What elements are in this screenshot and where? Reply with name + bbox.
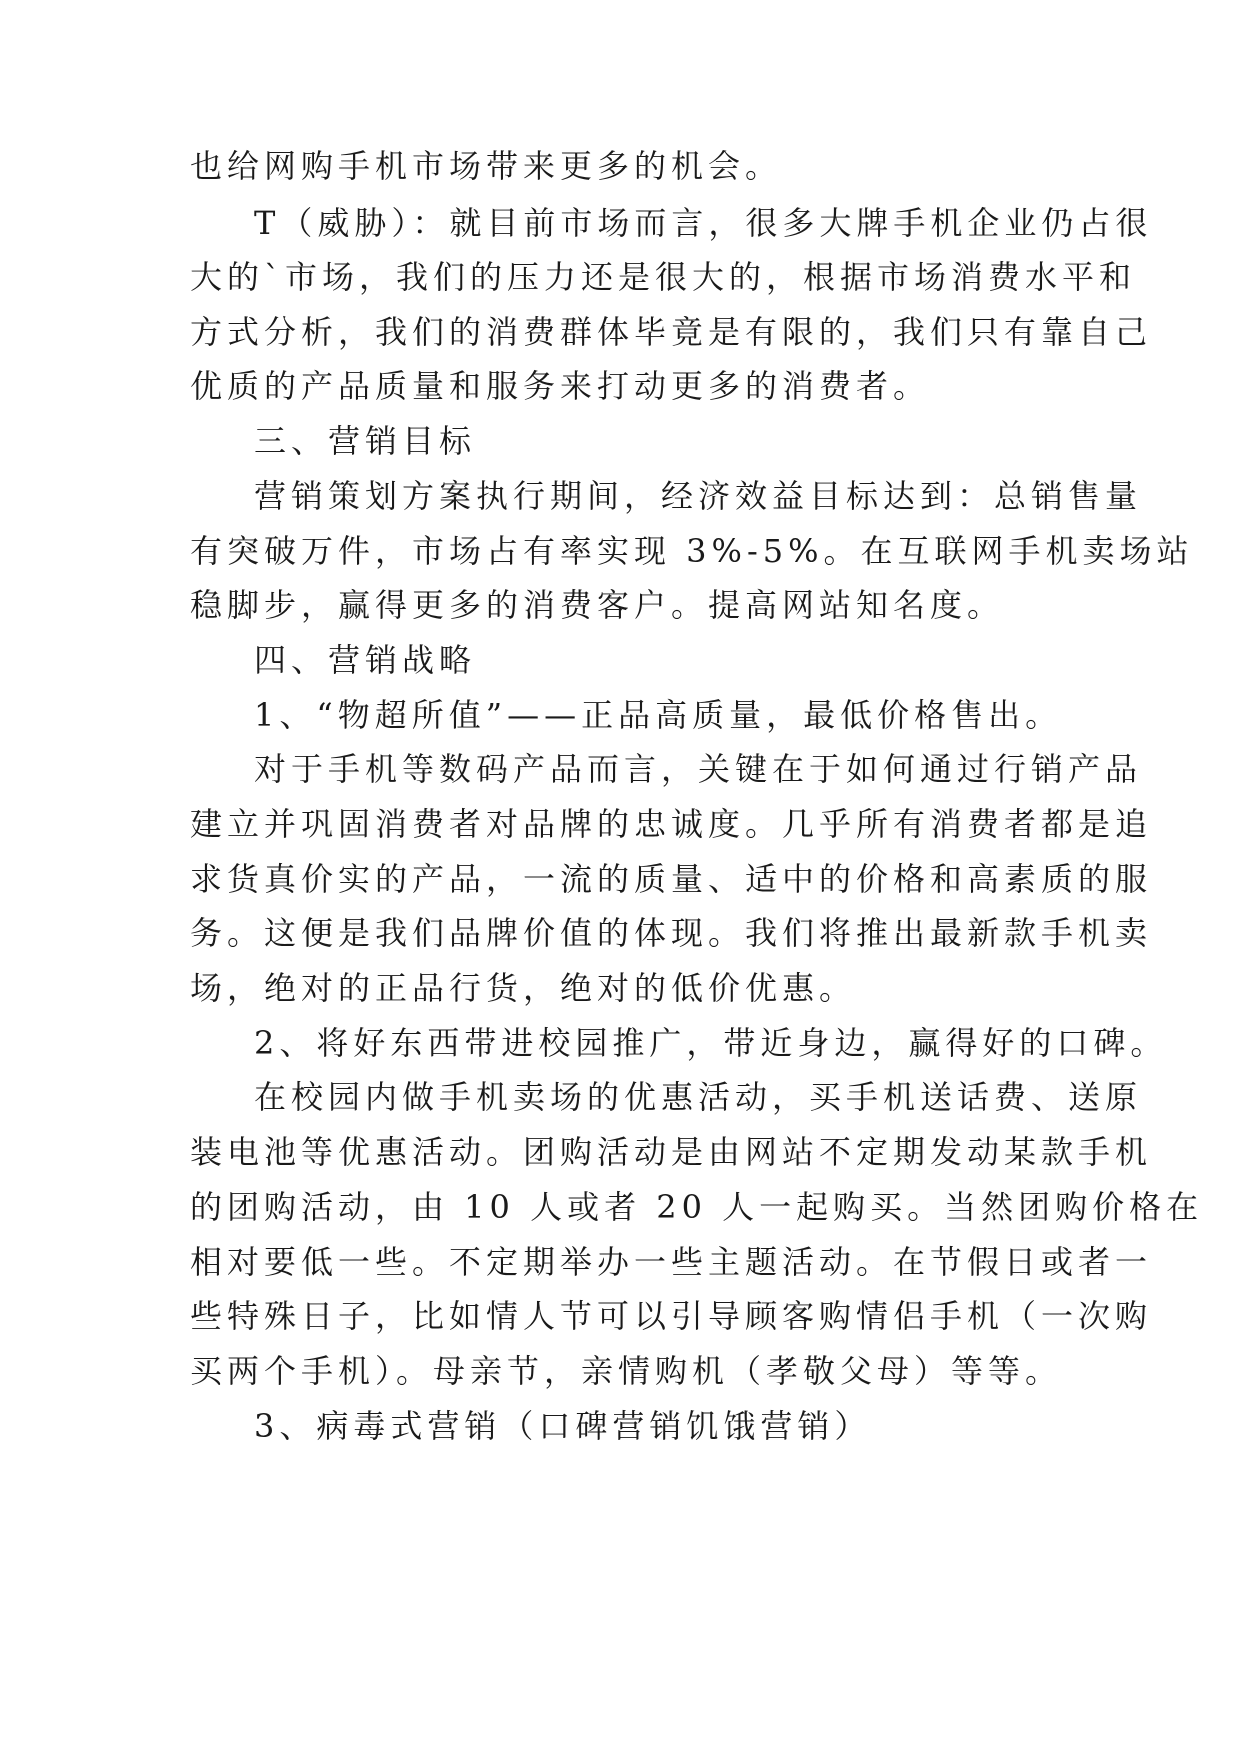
paragraph-line: 务。这便是我们品牌价值的体现。我们将推出最新款手机卖 — [190, 914, 1153, 952]
paragraph-line: 对于手机等数码产品而言，关键在于如何通过行销产品 — [254, 750, 1143, 788]
paragraph-line: 些特殊日子，比如情人节可以引导顾客购情侣手机（一次购 — [190, 1297, 1153, 1335]
section-heading: 三、营销目标 — [254, 422, 477, 460]
paragraph-line: 在校园内做手机卖场的优惠活动，买手机送话费、送原 — [254, 1078, 1143, 1116]
paragraph-line: 也给网购手机市场带来更多的机会。 — [190, 147, 783, 185]
paragraph-line: 大的`市场，我们的压力还是很大的，根据市场消费水平和 — [190, 258, 1137, 296]
paragraph-line: 优质的产品质量和服务来打动更多的消费者。 — [190, 367, 931, 405]
paragraph-line: 稳脚步，赢得更多的消费客户。提高网站知名度。 — [190, 586, 1005, 624]
subsection-heading: 2、将好东西带进校园推广，带近身边，赢得好的口碑。 — [254, 1024, 1168, 1062]
paragraph-line: 装电池等优惠活动。团购活动是由网站不定期发动某款手机 — [190, 1133, 1153, 1171]
paragraph-line: 相对要低一些。不定期举办一些主题活动。在节假日或者一 — [190, 1243, 1153, 1281]
section-heading: 四、营销战略 — [254, 641, 477, 679]
paragraph-line: 的团购活动，由 10 人或者 20 人一起购买。当然团购价格在 — [190, 1188, 1204, 1226]
subsection-heading: 1、“物超所值”——正品高质量，最低价格售出。 — [254, 696, 1063, 734]
paragraph-line: T（威胁）：就目前市场而言，很多大牌手机企业仍占很 — [254, 204, 1153, 242]
subsection-heading: 3、病毒式营销（口碑营销饥饿营销） — [254, 1407, 872, 1445]
paragraph-line: 求货真价实的产品，一流的质量、适中的价格和高素质的服 — [190, 860, 1153, 898]
paragraph-line: 方式分析，我们的消费群体毕竟是有限的，我们只有靠自己 — [190, 313, 1153, 351]
paragraph-line: 买两个手机）。母亲节，亲情购机（孝敬父母）等等。 — [190, 1352, 1063, 1390]
paragraph-line: 营销策划方案执行期间，经济效益目标达到：总销售量 — [254, 477, 1143, 515]
paragraph-line: 建立并巩固消费者对品牌的忠诚度。几乎所有消费者都是追 — [190, 805, 1153, 843]
paragraph-line: 场，绝对的正品行货，绝对的低价优惠。 — [190, 969, 857, 1007]
paragraph-line: 有突破万件，市场占有率实现 3%-5%。在互联网手机卖场站 — [190, 532, 1194, 570]
